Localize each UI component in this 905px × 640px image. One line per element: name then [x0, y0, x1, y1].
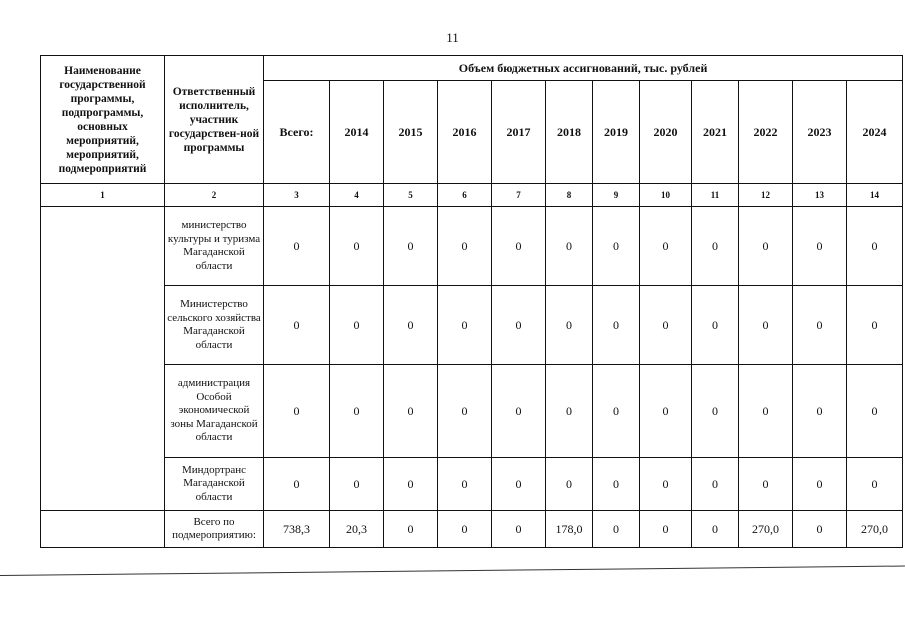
value-cell: 0 [330, 458, 384, 511]
table-row [41, 286, 903, 365]
value-cell: 0 [438, 207, 492, 286]
value-cell: 0 [438, 365, 492, 458]
header-year: 2014 [330, 81, 384, 184]
value-cell: 0 [692, 365, 739, 458]
value-cell: 0 [640, 365, 692, 458]
value-cell: 0 [264, 365, 330, 458]
value-cell: 0 [793, 365, 847, 458]
header-year: 2021 [692, 81, 739, 184]
value-cell: 0 [739, 458, 793, 511]
total-value-cell: 0 [692, 511, 739, 548]
value-cell: 0 [847, 365, 903, 458]
responsible-cell: Министерство сельского хозяйства Магаданской области [165, 286, 264, 365]
header-year: 2016 [438, 81, 492, 184]
header-year: 2020 [640, 81, 692, 184]
value-cell: 0 [264, 286, 330, 365]
value-cell: 0 [640, 458, 692, 511]
value-cell: 0 [264, 458, 330, 511]
column-number: 3 [264, 184, 330, 207]
header-responsible-column: Ответственный исполнитель, участник государствен-ной программы [165, 56, 264, 184]
total-value-cell: 0 [492, 511, 546, 548]
value-cell: 0 [330, 207, 384, 286]
column-number: 7 [492, 184, 546, 207]
column-number: 8 [546, 184, 593, 207]
column-number: 2 [165, 184, 264, 207]
value-cell: 0 [847, 286, 903, 365]
value-cell: 0 [593, 458, 640, 511]
column-number: 10 [640, 184, 692, 207]
value-cell: 0 [739, 207, 793, 286]
value-cell: 0 [546, 286, 593, 365]
value-cell: 0 [593, 207, 640, 286]
total-value-cell: 0 [793, 511, 847, 548]
value-cell: 0 [384, 286, 438, 365]
header-total: Всего: [264, 81, 330, 184]
scan-edge-line [0, 566, 905, 576]
value-cell: 0 [546, 365, 593, 458]
value-cell: 0 [492, 458, 546, 511]
total-value-cell: 0 [593, 511, 640, 548]
total-value-cell: 178,0 [546, 511, 593, 548]
header-year: 2023 [793, 81, 847, 184]
value-cell: 0 [264, 207, 330, 286]
value-cell: 0 [847, 458, 903, 511]
header-year: 2015 [384, 81, 438, 184]
value-cell: 0 [692, 286, 739, 365]
total-value-cell: 0 [384, 511, 438, 548]
value-cell: 0 [739, 286, 793, 365]
value-cell: 0 [330, 365, 384, 458]
header-year: 2019 [593, 81, 640, 184]
value-cell: 0 [384, 207, 438, 286]
responsible-cell: администрация Особой экономической зоны Магаданской области [165, 365, 264, 458]
column-number-row [41, 184, 903, 207]
column-number: 12 [739, 184, 793, 207]
blank-name-cell [41, 511, 165, 548]
column-number: 4 [330, 184, 384, 207]
value-cell: 0 [438, 458, 492, 511]
value-cell: 0 [546, 207, 593, 286]
value-cell: 0 [640, 207, 692, 286]
value-cell: 0 [640, 286, 692, 365]
total-label: Всего по подмероприятию: [165, 511, 264, 548]
header-year: 2024 [847, 81, 903, 184]
header-name-column: Наименование государственной программы, подпрограммы, основных мероприятий, мероприятий, подмероприятий [41, 56, 165, 184]
total-row [41, 511, 903, 548]
value-cell: 0 [492, 207, 546, 286]
column-number: 5 [384, 184, 438, 207]
table-row [41, 365, 903, 458]
value-cell: 0 [793, 207, 847, 286]
total-value-cell: 738,3 [264, 511, 330, 548]
total-value-cell: 20,3 [330, 511, 384, 548]
value-cell: 0 [692, 458, 739, 511]
blank-name-cell [41, 207, 165, 511]
value-cell: 0 [793, 458, 847, 511]
total-value-cell: 0 [640, 511, 692, 548]
value-cell: 0 [438, 286, 492, 365]
value-cell: 0 [692, 207, 739, 286]
value-cell: 0 [492, 286, 546, 365]
header-budget-group: Объем бюджетных ассигнований, тыс. рублей [264, 56, 903, 81]
total-value-cell: 270,0 [847, 511, 903, 548]
value-cell: 0 [546, 458, 593, 511]
column-number: 14 [847, 184, 903, 207]
budget-table [40, 55, 903, 548]
header-year: 2022 [739, 81, 793, 184]
responsible-cell: Миндортранс Магаданской области [165, 458, 264, 511]
total-value-cell: 270,0 [739, 511, 793, 548]
header-row-1 [41, 56, 903, 81]
value-cell: 0 [593, 286, 640, 365]
value-cell: 0 [593, 365, 640, 458]
value-cell: 0 [384, 365, 438, 458]
value-cell: 0 [492, 365, 546, 458]
value-cell: 0 [330, 286, 384, 365]
column-number: 13 [793, 184, 847, 207]
column-number: 9 [593, 184, 640, 207]
column-number: 11 [692, 184, 739, 207]
value-cell: 0 [739, 365, 793, 458]
total-value-cell: 0 [438, 511, 492, 548]
page-number: 11 [446, 30, 459, 45]
responsible-cell: министерство культуры и туризма Магаданской области [165, 207, 264, 286]
column-number: 1 [41, 184, 165, 207]
value-cell: 0 [847, 207, 903, 286]
table-row [41, 207, 903, 286]
table-row [41, 458, 903, 511]
value-cell: 0 [793, 286, 847, 365]
value-cell: 0 [384, 458, 438, 511]
column-number: 6 [438, 184, 492, 207]
header-year: 2017 [492, 81, 546, 184]
header-year: 2018 [546, 81, 593, 184]
